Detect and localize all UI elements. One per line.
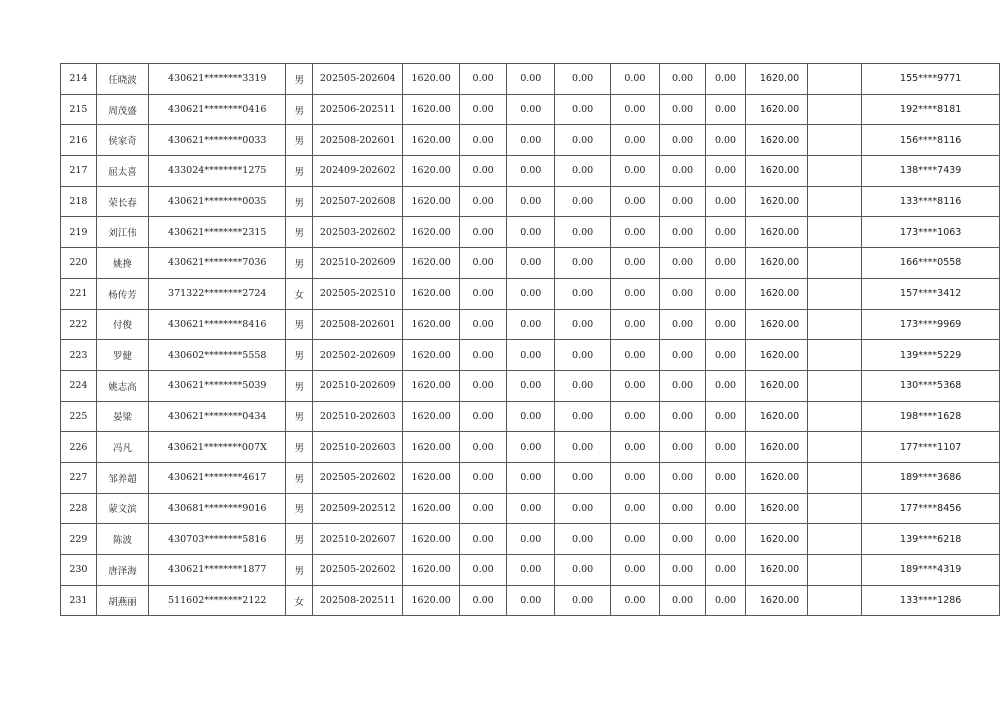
seq-cell: 228 bbox=[61, 493, 97, 524]
table-row bbox=[61, 401, 1000, 432]
remark-cell bbox=[808, 309, 862, 340]
table-row bbox=[61, 585, 1000, 616]
gender-cell: 男 bbox=[286, 125, 313, 156]
name-cell: 周茂盛 bbox=[96, 94, 148, 125]
deduction-cell-6: 0.00 bbox=[706, 585, 746, 616]
id-number-cell: 430621********0416 bbox=[149, 94, 286, 125]
deduction-cell-6: 0.00 bbox=[706, 217, 746, 248]
period-cell: 202509-202512 bbox=[313, 493, 403, 524]
deduction-cell-4: 0.00 bbox=[610, 248, 659, 279]
gender-cell: 男 bbox=[286, 94, 313, 125]
deduction-cell-2: 0.00 bbox=[507, 217, 555, 248]
table-row bbox=[61, 125, 1000, 156]
period-cell: 202510-202609 bbox=[313, 370, 403, 401]
seq-cell: 223 bbox=[61, 340, 97, 371]
table-row bbox=[61, 217, 1000, 248]
gender-cell: 男 bbox=[286, 340, 313, 371]
phone-cell: 155****9771 bbox=[862, 64, 1000, 95]
amount-cell: 1620.00 bbox=[403, 585, 460, 616]
deduction-cell-6: 0.00 bbox=[706, 524, 746, 555]
deduction-cell-5: 0.00 bbox=[659, 370, 705, 401]
deduction-cell-1: 0.00 bbox=[460, 493, 507, 524]
deduction-cell-5: 0.00 bbox=[659, 309, 705, 340]
deduction-cell-5: 0.00 bbox=[659, 94, 705, 125]
amount-cell: 1620.00 bbox=[403, 493, 460, 524]
gender-cell: 女 bbox=[286, 585, 313, 616]
id-number-cell: 433024********1275 bbox=[149, 156, 286, 187]
deduction-cell-1: 0.00 bbox=[460, 248, 507, 279]
deduction-cell-3: 0.00 bbox=[555, 524, 611, 555]
deduction-cell-4: 0.00 bbox=[610, 309, 659, 340]
table-row bbox=[61, 309, 1000, 340]
remark-cell bbox=[808, 217, 862, 248]
amount-cell: 1620.00 bbox=[403, 156, 460, 187]
deduction-cell-4: 0.00 bbox=[610, 462, 659, 493]
phone-cell: 177****8456 bbox=[862, 493, 1000, 524]
id-number-cell: 430621********1877 bbox=[149, 555, 286, 586]
deduction-cell-4: 0.00 bbox=[610, 278, 659, 309]
deduction-cell-6: 0.00 bbox=[706, 64, 746, 95]
deduction-cell-1: 0.00 bbox=[460, 401, 507, 432]
id-number-cell: 430621********2315 bbox=[149, 217, 286, 248]
remark-cell bbox=[808, 156, 862, 187]
deduction-cell-3: 0.00 bbox=[555, 493, 611, 524]
gender-cell: 男 bbox=[286, 401, 313, 432]
deduction-cell-3: 0.00 bbox=[555, 585, 611, 616]
id-number-cell: 430602********5558 bbox=[149, 340, 286, 371]
amount-cell: 1620.00 bbox=[403, 555, 460, 586]
deduction-cell-6: 0.00 bbox=[706, 278, 746, 309]
gender-cell: 男 bbox=[286, 186, 313, 217]
deduction-cell-2: 0.00 bbox=[507, 340, 555, 371]
deduction-cell-2: 0.00 bbox=[507, 248, 555, 279]
deduction-cell-2: 0.00 bbox=[507, 278, 555, 309]
name-cell: 邹养超 bbox=[96, 462, 148, 493]
name-cell: 唐泽海 bbox=[96, 555, 148, 586]
subsidy-roster-table bbox=[60, 63, 1000, 616]
total-cell: 1620.00 bbox=[745, 278, 807, 309]
deduction-cell-6: 0.00 bbox=[706, 432, 746, 463]
deduction-cell-5: 0.00 bbox=[659, 248, 705, 279]
deduction-cell-1: 0.00 bbox=[460, 156, 507, 187]
deduction-cell-1: 0.00 bbox=[460, 186, 507, 217]
deduction-cell-5: 0.00 bbox=[659, 524, 705, 555]
name-cell: 胡燕丽 bbox=[96, 585, 148, 616]
gender-cell: 男 bbox=[286, 309, 313, 340]
phone-cell: 138****7439 bbox=[862, 156, 1000, 187]
deduction-cell-5: 0.00 bbox=[659, 401, 705, 432]
deduction-cell-1: 0.00 bbox=[460, 555, 507, 586]
deduction-cell-2: 0.00 bbox=[507, 156, 555, 187]
deduction-cell-4: 0.00 bbox=[610, 125, 659, 156]
phone-cell: 173****9969 bbox=[862, 309, 1000, 340]
period-cell: 202507-202608 bbox=[313, 186, 403, 217]
remark-cell bbox=[808, 340, 862, 371]
deduction-cell-2: 0.00 bbox=[507, 585, 555, 616]
deduction-cell-3: 0.00 bbox=[555, 340, 611, 371]
deduction-cell-4: 0.00 bbox=[610, 94, 659, 125]
table-row bbox=[61, 278, 1000, 309]
id-number-cell: 430621********0434 bbox=[149, 401, 286, 432]
deduction-cell-3: 0.00 bbox=[555, 309, 611, 340]
period-cell: 202510-202609 bbox=[313, 248, 403, 279]
total-cell: 1620.00 bbox=[745, 156, 807, 187]
deduction-cell-1: 0.00 bbox=[460, 278, 507, 309]
gender-cell: 男 bbox=[286, 524, 313, 555]
table-row bbox=[61, 340, 1000, 371]
deduction-cell-3: 0.00 bbox=[555, 217, 611, 248]
seq-cell: 221 bbox=[61, 278, 97, 309]
name-cell: 刘江伟 bbox=[96, 217, 148, 248]
total-cell: 1620.00 bbox=[745, 340, 807, 371]
deduction-cell-3: 0.00 bbox=[555, 432, 611, 463]
deduction-cell-5: 0.00 bbox=[659, 585, 705, 616]
period-cell: 202505-202602 bbox=[313, 462, 403, 493]
phone-cell: 166****0558 bbox=[862, 248, 1000, 279]
remark-cell bbox=[808, 401, 862, 432]
table-row bbox=[61, 94, 1000, 125]
deduction-cell-4: 0.00 bbox=[610, 493, 659, 524]
phone-cell: 189****3686 bbox=[862, 462, 1000, 493]
total-cell: 1620.00 bbox=[745, 64, 807, 95]
total-cell: 1620.00 bbox=[745, 248, 807, 279]
table-row bbox=[61, 370, 1000, 401]
deduction-cell-5: 0.00 bbox=[659, 186, 705, 217]
phone-cell: 192****8181 bbox=[862, 94, 1000, 125]
table-row bbox=[61, 186, 1000, 217]
deduction-cell-6: 0.00 bbox=[706, 493, 746, 524]
deduction-cell-6: 0.00 bbox=[706, 125, 746, 156]
deduction-cell-3: 0.00 bbox=[555, 278, 611, 309]
phone-cell: 130****5368 bbox=[862, 370, 1000, 401]
seq-cell: 222 bbox=[61, 309, 97, 340]
amount-cell: 1620.00 bbox=[403, 217, 460, 248]
deduction-cell-6: 0.00 bbox=[706, 401, 746, 432]
deduction-cell-1: 0.00 bbox=[460, 309, 507, 340]
phone-cell: 173****1063 bbox=[862, 217, 1000, 248]
total-cell: 1620.00 bbox=[745, 217, 807, 248]
deduction-cell-6: 0.00 bbox=[706, 94, 746, 125]
total-cell: 1620.00 bbox=[745, 125, 807, 156]
name-cell: 蒙文滨 bbox=[96, 493, 148, 524]
gender-cell: 男 bbox=[286, 462, 313, 493]
phone-cell: 139****5229 bbox=[862, 340, 1000, 371]
phone-cell: 198****1628 bbox=[862, 401, 1000, 432]
period-cell: 202503-202602 bbox=[313, 217, 403, 248]
period-cell: 202508-202601 bbox=[313, 309, 403, 340]
deduction-cell-6: 0.00 bbox=[706, 462, 746, 493]
deduction-cell-4: 0.00 bbox=[610, 432, 659, 463]
phone-cell: 189****4319 bbox=[862, 555, 1000, 586]
seq-cell: 219 bbox=[61, 217, 97, 248]
deduction-cell-5: 0.00 bbox=[659, 555, 705, 586]
remark-cell bbox=[808, 278, 862, 309]
deduction-cell-3: 0.00 bbox=[555, 370, 611, 401]
deduction-cell-1: 0.00 bbox=[460, 432, 507, 463]
remark-cell bbox=[808, 462, 862, 493]
phone-cell: 133****1286 bbox=[862, 585, 1000, 616]
table-row bbox=[61, 555, 1000, 586]
remark-cell bbox=[808, 555, 862, 586]
remark-cell bbox=[808, 432, 862, 463]
gender-cell: 男 bbox=[286, 493, 313, 524]
table-body bbox=[61, 64, 1000, 616]
deduction-cell-2: 0.00 bbox=[507, 309, 555, 340]
amount-cell: 1620.00 bbox=[403, 248, 460, 279]
deduction-cell-3: 0.00 bbox=[555, 186, 611, 217]
remark-cell bbox=[808, 524, 862, 555]
period-cell: 202510-202603 bbox=[313, 401, 403, 432]
period-cell: 202510-202603 bbox=[313, 432, 403, 463]
deduction-cell-2: 0.00 bbox=[507, 401, 555, 432]
deduction-cell-1: 0.00 bbox=[460, 524, 507, 555]
total-cell: 1620.00 bbox=[745, 555, 807, 586]
deduction-cell-1: 0.00 bbox=[460, 217, 507, 248]
deduction-cell-4: 0.00 bbox=[610, 401, 659, 432]
gender-cell: 男 bbox=[286, 64, 313, 95]
deduction-cell-6: 0.00 bbox=[706, 370, 746, 401]
deduction-cell-1: 0.00 bbox=[460, 370, 507, 401]
deduction-cell-3: 0.00 bbox=[555, 64, 611, 95]
gender-cell: 男 bbox=[286, 156, 313, 187]
period-cell: 202409-202602 bbox=[313, 156, 403, 187]
amount-cell: 1620.00 bbox=[403, 309, 460, 340]
total-cell: 1620.00 bbox=[745, 432, 807, 463]
deduction-cell-3: 0.00 bbox=[555, 94, 611, 125]
seq-cell: 220 bbox=[61, 248, 97, 279]
total-cell: 1620.00 bbox=[745, 462, 807, 493]
total-cell: 1620.00 bbox=[745, 585, 807, 616]
seq-cell: 230 bbox=[61, 555, 97, 586]
deduction-cell-4: 0.00 bbox=[610, 585, 659, 616]
deduction-cell-1: 0.00 bbox=[460, 462, 507, 493]
remark-cell bbox=[808, 94, 862, 125]
id-number-cell: 430621********4617 bbox=[149, 462, 286, 493]
period-cell: 202508-202511 bbox=[313, 585, 403, 616]
deduction-cell-2: 0.00 bbox=[507, 370, 555, 401]
name-cell: 付俊 bbox=[96, 309, 148, 340]
id-number-cell: 430621********8416 bbox=[149, 309, 286, 340]
seq-cell: 231 bbox=[61, 585, 97, 616]
seq-cell: 227 bbox=[61, 462, 97, 493]
deduction-cell-2: 0.00 bbox=[507, 555, 555, 586]
deduction-cell-6: 0.00 bbox=[706, 186, 746, 217]
total-cell: 1620.00 bbox=[745, 186, 807, 217]
id-number-cell: 430681********9016 bbox=[149, 493, 286, 524]
amount-cell: 1620.00 bbox=[403, 125, 460, 156]
id-number-cell: 430621********3319 bbox=[149, 64, 286, 95]
deduction-cell-1: 0.00 bbox=[460, 340, 507, 371]
deduction-cell-5: 0.00 bbox=[659, 217, 705, 248]
deduction-cell-1: 0.00 bbox=[460, 585, 507, 616]
seq-cell: 225 bbox=[61, 401, 97, 432]
name-cell: 罗健 bbox=[96, 340, 148, 371]
seq-cell: 217 bbox=[61, 156, 97, 187]
seq-cell: 224 bbox=[61, 370, 97, 401]
deduction-cell-5: 0.00 bbox=[659, 156, 705, 187]
deduction-cell-3: 0.00 bbox=[555, 156, 611, 187]
deduction-cell-3: 0.00 bbox=[555, 125, 611, 156]
seq-cell: 229 bbox=[61, 524, 97, 555]
table-row bbox=[61, 156, 1000, 187]
phone-cell: 156****8116 bbox=[862, 125, 1000, 156]
phone-cell: 133****8116 bbox=[862, 186, 1000, 217]
deduction-cell-5: 0.00 bbox=[659, 125, 705, 156]
period-cell: 202505-202602 bbox=[313, 555, 403, 586]
amount-cell: 1620.00 bbox=[403, 278, 460, 309]
name-cell: 姚志高 bbox=[96, 370, 148, 401]
deduction-cell-3: 0.00 bbox=[555, 401, 611, 432]
deduction-cell-5: 0.00 bbox=[659, 278, 705, 309]
amount-cell: 1620.00 bbox=[403, 462, 460, 493]
gender-cell: 男 bbox=[286, 555, 313, 586]
gender-cell: 男 bbox=[286, 217, 313, 248]
period-cell: 202506-202511 bbox=[313, 94, 403, 125]
name-cell: 冯凡 bbox=[96, 432, 148, 463]
name-cell: 荣长春 bbox=[96, 186, 148, 217]
gender-cell: 男 bbox=[286, 370, 313, 401]
id-number-cell: 430621********5039 bbox=[149, 370, 286, 401]
deduction-cell-2: 0.00 bbox=[507, 493, 555, 524]
id-number-cell: 430703********5816 bbox=[149, 524, 286, 555]
phone-cell: 139****6218 bbox=[862, 524, 1000, 555]
total-cell: 1620.00 bbox=[745, 493, 807, 524]
remark-cell bbox=[808, 125, 862, 156]
name-cell: 姚搀 bbox=[96, 248, 148, 279]
seq-cell: 215 bbox=[61, 94, 97, 125]
period-cell: 202508-202601 bbox=[313, 125, 403, 156]
id-number-cell: 430621********7036 bbox=[149, 248, 286, 279]
deduction-cell-2: 0.00 bbox=[507, 64, 555, 95]
remark-cell bbox=[808, 248, 862, 279]
deduction-cell-4: 0.00 bbox=[610, 524, 659, 555]
period-cell: 202505-202604 bbox=[313, 64, 403, 95]
id-number-cell: 430621********0033 bbox=[149, 125, 286, 156]
total-cell: 1620.00 bbox=[745, 401, 807, 432]
deduction-cell-4: 0.00 bbox=[610, 64, 659, 95]
deduction-cell-4: 0.00 bbox=[610, 217, 659, 248]
deduction-cell-6: 0.00 bbox=[706, 309, 746, 340]
id-number-cell: 430621********0035 bbox=[149, 186, 286, 217]
gender-cell: 男 bbox=[286, 248, 313, 279]
period-cell: 202502-202609 bbox=[313, 340, 403, 371]
deduction-cell-2: 0.00 bbox=[507, 524, 555, 555]
amount-cell: 1620.00 bbox=[403, 432, 460, 463]
deduction-cell-1: 0.00 bbox=[460, 94, 507, 125]
deduction-cell-5: 0.00 bbox=[659, 432, 705, 463]
total-cell: 1620.00 bbox=[745, 309, 807, 340]
table-row bbox=[61, 248, 1000, 279]
deduction-cell-4: 0.00 bbox=[610, 186, 659, 217]
id-number-cell: 430621********007X bbox=[149, 432, 286, 463]
seq-cell: 218 bbox=[61, 186, 97, 217]
remark-cell bbox=[808, 493, 862, 524]
deduction-cell-5: 0.00 bbox=[659, 64, 705, 95]
name-cell: 任晓波 bbox=[96, 64, 148, 95]
deduction-cell-6: 0.00 bbox=[706, 248, 746, 279]
deduction-cell-4: 0.00 bbox=[610, 370, 659, 401]
deduction-cell-2: 0.00 bbox=[507, 94, 555, 125]
seq-cell: 226 bbox=[61, 432, 97, 463]
deduction-cell-6: 0.00 bbox=[706, 156, 746, 187]
amount-cell: 1620.00 bbox=[403, 94, 460, 125]
remark-cell bbox=[808, 186, 862, 217]
amount-cell: 1620.00 bbox=[403, 524, 460, 555]
table-row bbox=[61, 462, 1000, 493]
deduction-cell-4: 0.00 bbox=[610, 156, 659, 187]
total-cell: 1620.00 bbox=[745, 94, 807, 125]
deduction-cell-5: 0.00 bbox=[659, 340, 705, 371]
name-cell: 屈太喜 bbox=[96, 156, 148, 187]
period-cell: 202505-202510 bbox=[313, 278, 403, 309]
deduction-cell-1: 0.00 bbox=[460, 125, 507, 156]
total-cell: 1620.00 bbox=[745, 370, 807, 401]
deduction-cell-2: 0.00 bbox=[507, 432, 555, 463]
deduction-cell-3: 0.00 bbox=[555, 462, 611, 493]
phone-cell: 177****1107 bbox=[862, 432, 1000, 463]
seq-cell: 216 bbox=[61, 125, 97, 156]
amount-cell: 1620.00 bbox=[403, 64, 460, 95]
amount-cell: 1620.00 bbox=[403, 186, 460, 217]
amount-cell: 1620.00 bbox=[403, 370, 460, 401]
table-row bbox=[61, 64, 1000, 95]
phone-cell: 157****3412 bbox=[862, 278, 1000, 309]
deduction-cell-3: 0.00 bbox=[555, 248, 611, 279]
remark-cell bbox=[808, 370, 862, 401]
name-cell: 侯家奇 bbox=[96, 125, 148, 156]
deduction-cell-1: 0.00 bbox=[460, 64, 507, 95]
seq-cell: 214 bbox=[61, 64, 97, 95]
id-number-cell: 371322********2724 bbox=[149, 278, 286, 309]
deduction-cell-3: 0.00 bbox=[555, 555, 611, 586]
deduction-cell-4: 0.00 bbox=[610, 340, 659, 371]
table-row bbox=[61, 524, 1000, 555]
amount-cell: 1620.00 bbox=[403, 340, 460, 371]
name-cell: 晏梁 bbox=[96, 401, 148, 432]
deduction-cell-2: 0.00 bbox=[507, 186, 555, 217]
deduction-cell-5: 0.00 bbox=[659, 462, 705, 493]
deduction-cell-4: 0.00 bbox=[610, 555, 659, 586]
id-number-cell: 511602********2122 bbox=[149, 585, 286, 616]
period-cell: 202510-202607 bbox=[313, 524, 403, 555]
deduction-cell-2: 0.00 bbox=[507, 462, 555, 493]
deduction-cell-5: 0.00 bbox=[659, 493, 705, 524]
gender-cell: 女 bbox=[286, 278, 313, 309]
amount-cell: 1620.00 bbox=[403, 401, 460, 432]
gender-cell: 男 bbox=[286, 432, 313, 463]
deduction-cell-6: 0.00 bbox=[706, 555, 746, 586]
deduction-cell-2: 0.00 bbox=[507, 125, 555, 156]
remark-cell bbox=[808, 64, 862, 95]
name-cell: 杨传芳 bbox=[96, 278, 148, 309]
deduction-cell-6: 0.00 bbox=[706, 340, 746, 371]
table-row bbox=[61, 493, 1000, 524]
name-cell: 陈波 bbox=[96, 524, 148, 555]
total-cell: 1620.00 bbox=[745, 524, 807, 555]
remark-cell bbox=[808, 585, 862, 616]
table-row bbox=[61, 432, 1000, 463]
